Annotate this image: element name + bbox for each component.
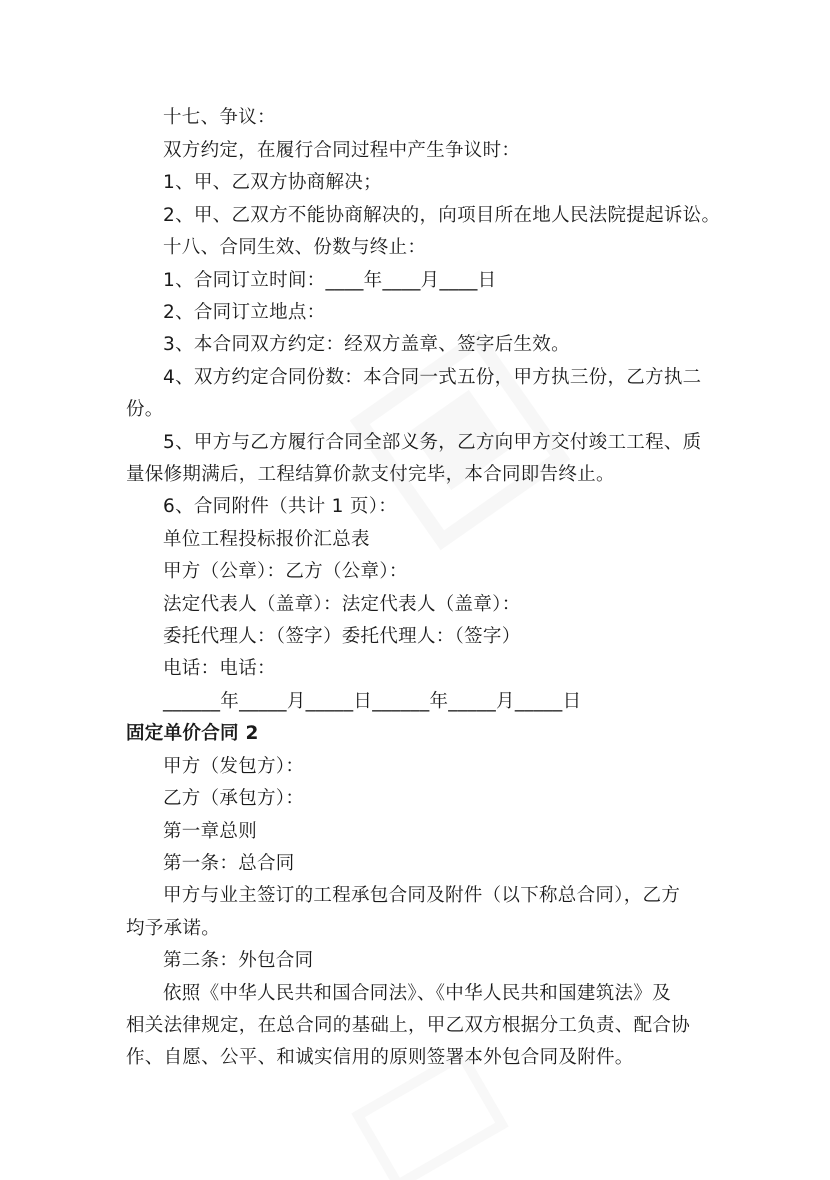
paragraph-line: 均予承诺。 [126, 918, 221, 939]
chapter-heading: 第一章总则 [163, 821, 258, 842]
section-title: 固定单价合同 2 [126, 723, 259, 744]
section-18-heading: 十八、合同生效、份数与终止： [163, 237, 427, 258]
signature-line: 电话：电话： [163, 658, 276, 679]
article-heading: 第二条：外包合同 [163, 950, 314, 971]
date-line: ______年_____月_____日______年_____月_____日 [163, 691, 582, 712]
watermark-mark [330, 1060, 530, 1180]
paragraph-line: 份。 [126, 399, 164, 420]
paragraph-line: 3、本合同双方约定：经双方盖章、签字后生效。 [163, 334, 570, 355]
signature-line: 法定代表人（盖章）：法定代表人（盖章）： [163, 594, 521, 615]
paragraph-line: 单位工程投标报价汇总表 [163, 529, 370, 550]
paragraph-line: 2、合同订立地点： [163, 302, 326, 323]
paragraph-line: 乙方（承包方）： [163, 788, 305, 809]
paragraph-line: 量保修期满后，工程结算价款支付完毕，本合同即告终止。 [126, 464, 615, 485]
paragraph-line: 6、合同附件（共计 1 页）： [163, 496, 398, 517]
paragraph-line: 5、甲方与乙方履行合同全部义务，乙方向甲方交付竣工工程、质 [163, 432, 702, 453]
paragraph-line: 相关法律规定，在总合同的基础上，甲乙双方根据分工负责、配合协 [126, 1015, 691, 1036]
paragraph-line: 2、甲、乙双方不能协商解决的，向项目所在地人民法院提起诉讼。 [163, 205, 721, 226]
paragraph-line: 双方约定，在履行合同过程中产生争议时： [163, 140, 521, 161]
article-heading: 第一条：总合同 [163, 853, 295, 874]
paragraph-line: 1、甲、乙双方协商解决； [163, 172, 382, 193]
paragraph-line: 4、双方约定合同份数：本合同一式五份，甲方执三份，乙方执二 [163, 367, 702, 388]
signature-line: 委托代理人：（签字）委托代理人：（签字） [163, 626, 521, 647]
paragraph-line: 1、合同订立时间：____年____月____日 [163, 270, 497, 291]
paragraph-line: 作、自愿、公平、和诚实信用的原则签署本外包合同及附件。 [126, 1047, 634, 1068]
section-17-heading: 十七、争议： [163, 107, 276, 128]
signature-line: 甲方（公章）：乙方（公章）： [163, 561, 408, 582]
paragraph-line: 甲方与业主签订的工程承包合同及附件（以下称总合同），乙方 [163, 885, 681, 906]
paragraph-line: 甲方（发包方）： [163, 756, 305, 777]
paragraph-line: 依照《中华人民共和国合同法》、《中华人民共和国建筑法》及 [163, 983, 671, 1004]
